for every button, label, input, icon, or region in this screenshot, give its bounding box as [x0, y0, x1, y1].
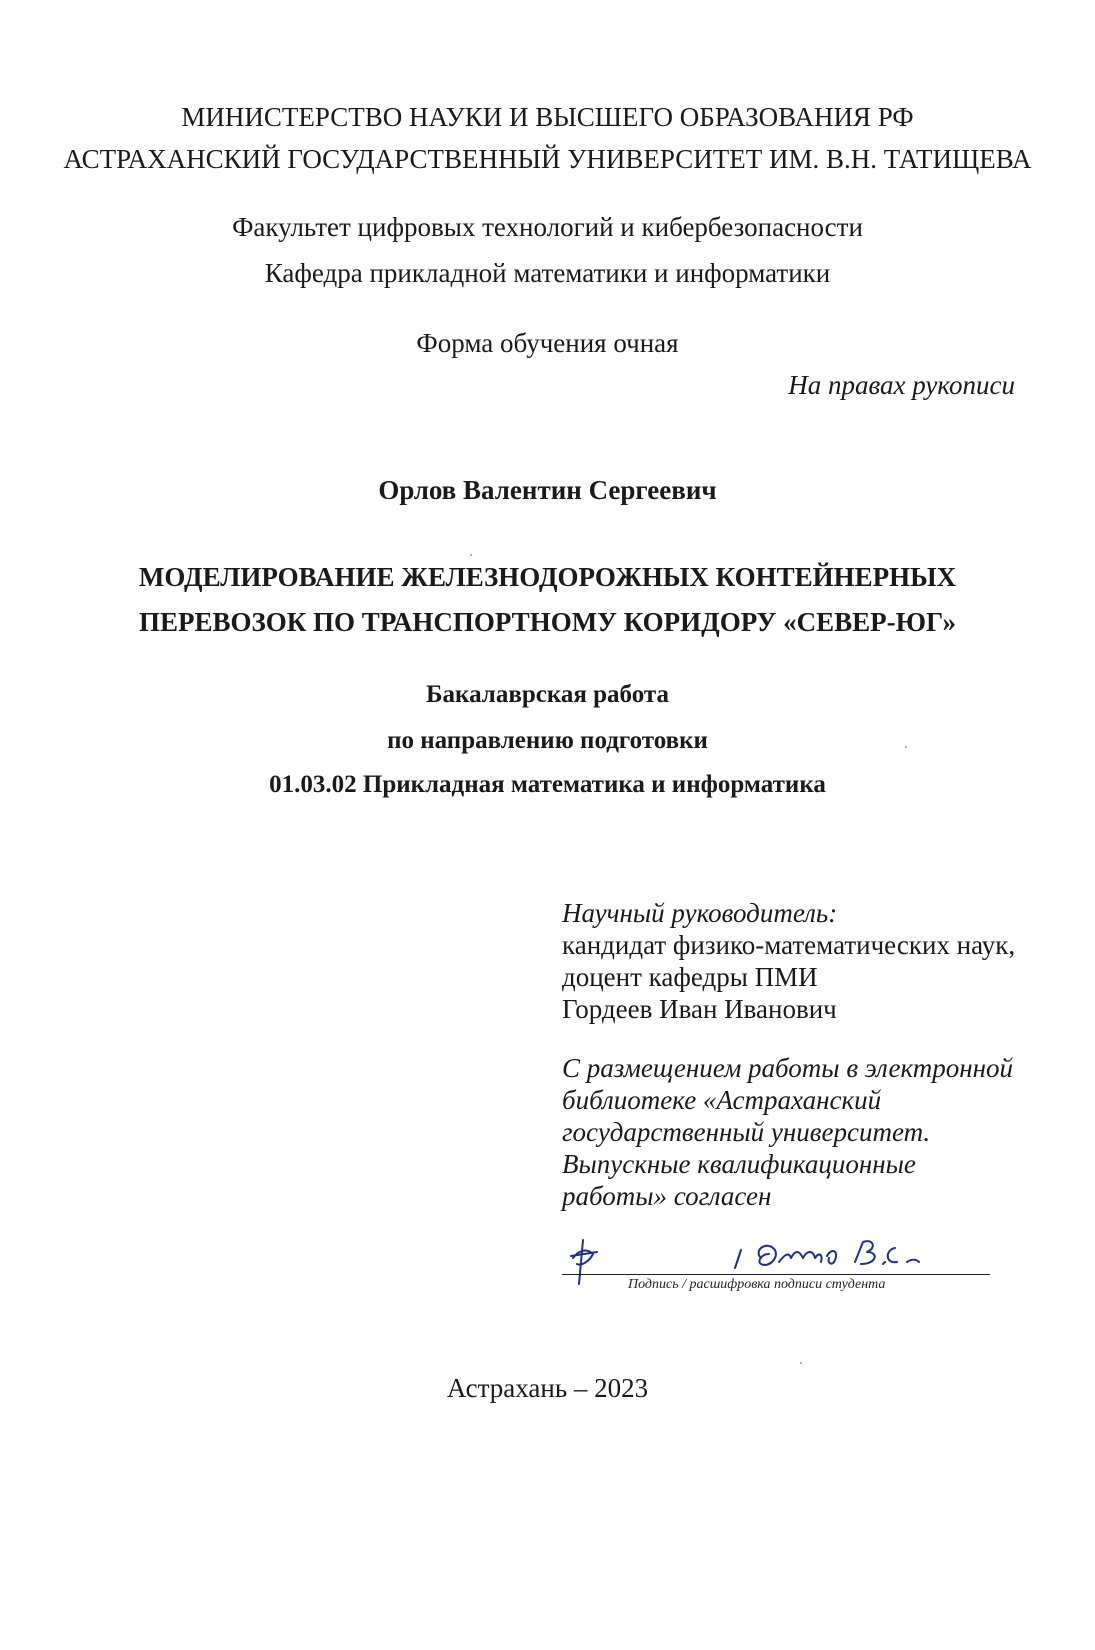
consent-line-2: библиотеке «Астраханский	[562, 1085, 882, 1115]
signature-line	[562, 1274, 990, 1275]
consent-line-5: работы» согласен	[562, 1181, 772, 1211]
department-name: Кафедра прикладной математики и информатики	[264, 258, 831, 288]
scan-speck	[905, 746, 907, 748]
supervisor-position: доцент кафедры ПМИ	[562, 962, 818, 992]
manuscript-note: На правах рукописи	[788, 370, 1015, 400]
consent-line-4: Выпускные квалификационные	[562, 1149, 916, 1179]
consent-line-3: государственный университет.	[562, 1117, 931, 1147]
university-heading: АСТРАХАНСКИЙ ГОСУДАРСТВЕННЫЙ УНИВЕРСИТЕТ ИМ. В.Н. ТАТИЩЕВА	[63, 144, 1032, 174]
direction-label: по направлению подготовки	[387, 727, 708, 754]
ministry-heading: МИНИСТЕРСТВО НАУКИ И ВЫСШЕГО ОБРАЗОВАНИЯ РФ	[181, 102, 914, 132]
scan-speck	[470, 554, 472, 556]
scan-speck	[800, 1362, 802, 1364]
study-form: Форма обучения очная	[416, 328, 679, 358]
signature-caption: Подпись / расшифровка подписи студента	[628, 1277, 886, 1292]
city-year: Астрахань – 2023	[446, 1373, 649, 1403]
supervisor-name: Гордеев Иван Иванович	[562, 994, 837, 1024]
author-name: Орлов Валентин Сергеевич	[378, 475, 717, 505]
faculty-name: Факультет цифровых технологий и кибербезопасности	[232, 212, 863, 242]
direction-code-name: 01.03.02 Прикладная математика и информатика	[269, 771, 826, 798]
thesis-title-line-2: ПЕРЕВОЗОК ПО ТРАНСПОРТНОМУ КОРИДОРУ «СЕВЕР-ЮГ»	[138, 607, 957, 637]
consent-line-1: С размещением работы в электронной	[562, 1053, 1014, 1083]
work-type: Бакалаврская работа	[426, 681, 669, 708]
supervisor-label: Научный руководитель:	[562, 898, 838, 928]
thesis-title-line-1: МОДЕЛИРОВАНИЕ ЖЕЛЕЗНОДОРОЖНЫХ КОНТЕЙНЕРНЫХ	[138, 562, 957, 592]
supervisor-degree: кандидат физико-математических наук,	[562, 930, 1016, 960]
